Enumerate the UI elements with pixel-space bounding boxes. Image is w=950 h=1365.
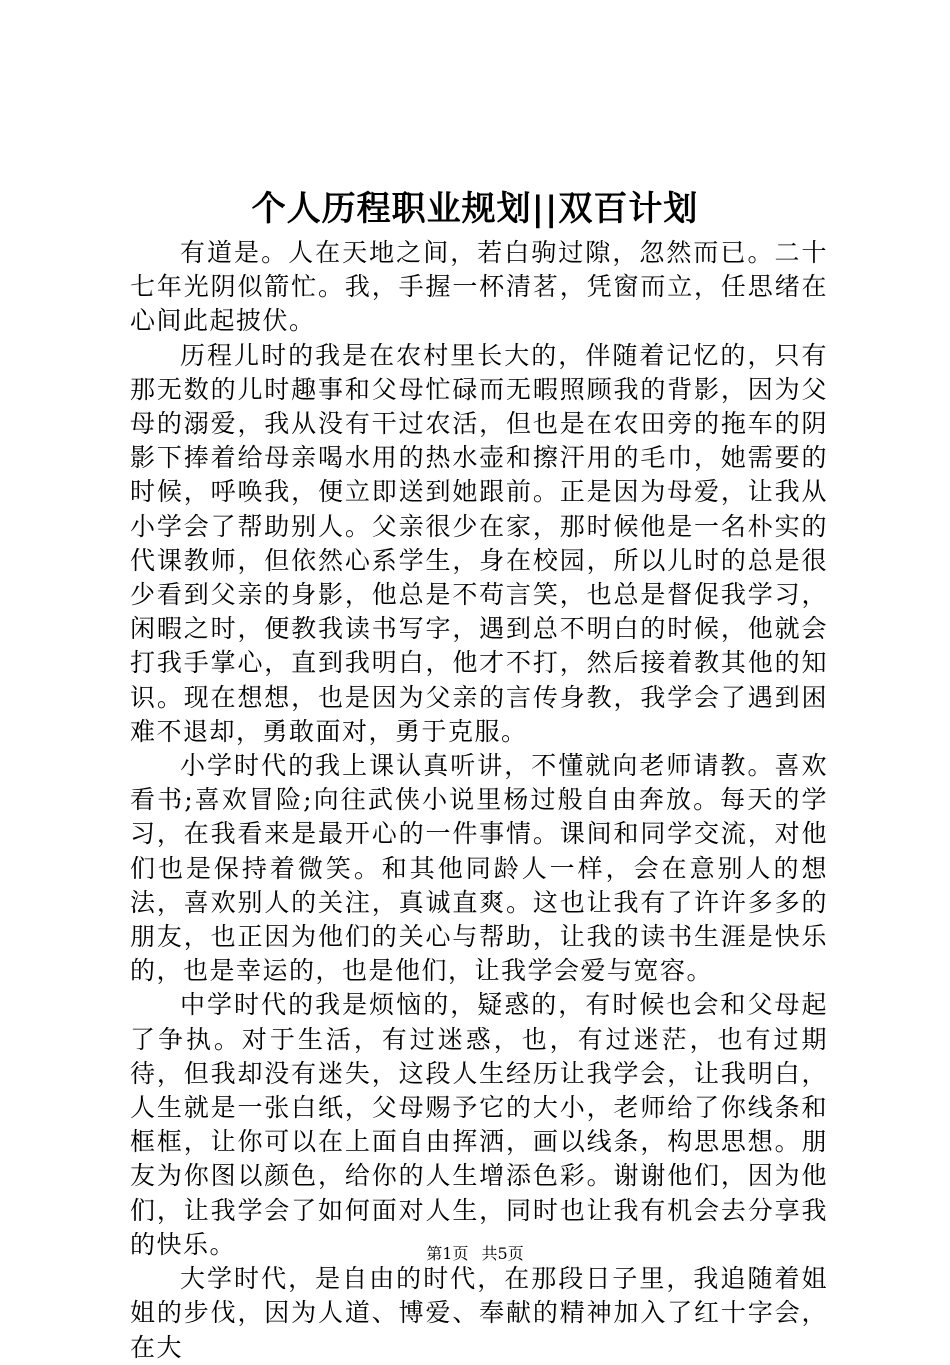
document-body: [130, 236, 828, 1365]
paragraph-primary-school: 小学时代的我上课认真听讲，不懂就向老师请教。喜欢看书;喜欢冒险;向往武侠小说里杨过般自由奔放。每天的学习，在我看来是最开心的一件事情。课间和同学交流，对他们也是保持着微笑。和其他同龄人一样，会在意别人的想法，喜欢别人的关注，真诚直爽。这也让我有了许许多多的朋友，也正因为他们的关心与帮助，让我的读书生涯是快乐的，也是幸运的，也是他们，让我学会爱与宽容。: [130, 751, 828, 986]
page-number-total: 共5页: [481, 1244, 524, 1263]
paragraph-university: 大学时代，是自由的时代，在那段日子里，我追随着姐姐的步伐，因为人道、博爱、奉献的精神加入了红十字会，在大: [130, 1264, 828, 1362]
page-footer: [0, 1243, 950, 1265]
document-title: 个人历程职业规划||双百计划: [251, 189, 699, 229]
paragraph-intro: 有道是。人在天地之间，若白驹过隙，忽然而已。二十七年光阴似箭忙。我，手握一杯清茗，凭窗而立，任思绪在心间此起披伏。: [130, 238, 828, 336]
paragraph-childhood: 历程儿时的我是在农村里长大的，伴随着记忆的，只有那无数的儿时趣事和父母忙碌而无暇照顾我的背影，因为父母的溺爱，我从没有干过农活，但也是在农田旁的拖车的阴影下捧着给母亲喝水用的热水壶和擦汗用的毛巾，她需要的时候，呼唤我，便立即送到她跟前。正是因为母爱，让我从小学会了帮助别人。父亲很少在家，那时候他是一名朴实的代课教师，但依然心系学生，身在校园，所以儿时的总是很少看到父亲的身影，他总是不苟言笑，也总是督促我学习，闲暇之时，便教我读书写字，遇到总不明白的时候，他就会打我手掌心，直到我明白，他才不打，然后接着教其他的知识。现在想想，也是因为父亲的言传身教，我学会了遇到困难不退却，勇敢面对，勇于克服。: [130, 340, 828, 746]
paragraph-middle-school: 中学时代的我是烦恼的，疑惑的，有时候也会和父母起了争执。对于生活，有过迷惑，也，有过迷茫，也有过期待，但我却没有迷失，这段人生经历让我学会，让我明白，人生就是一张白纸，父母赐予它的大小，老师给了你线条和框框，让你可以在上面自由挥洒，画以线条，构思思想。朋友为你图以颜色，给你的人生增添色彩。谢谢他们，因为他们，让我学会了如何面对人生，同时也让我有机会去分享我的快乐。: [130, 990, 828, 1259]
page-number-current: 第1页: [426, 1244, 469, 1263]
